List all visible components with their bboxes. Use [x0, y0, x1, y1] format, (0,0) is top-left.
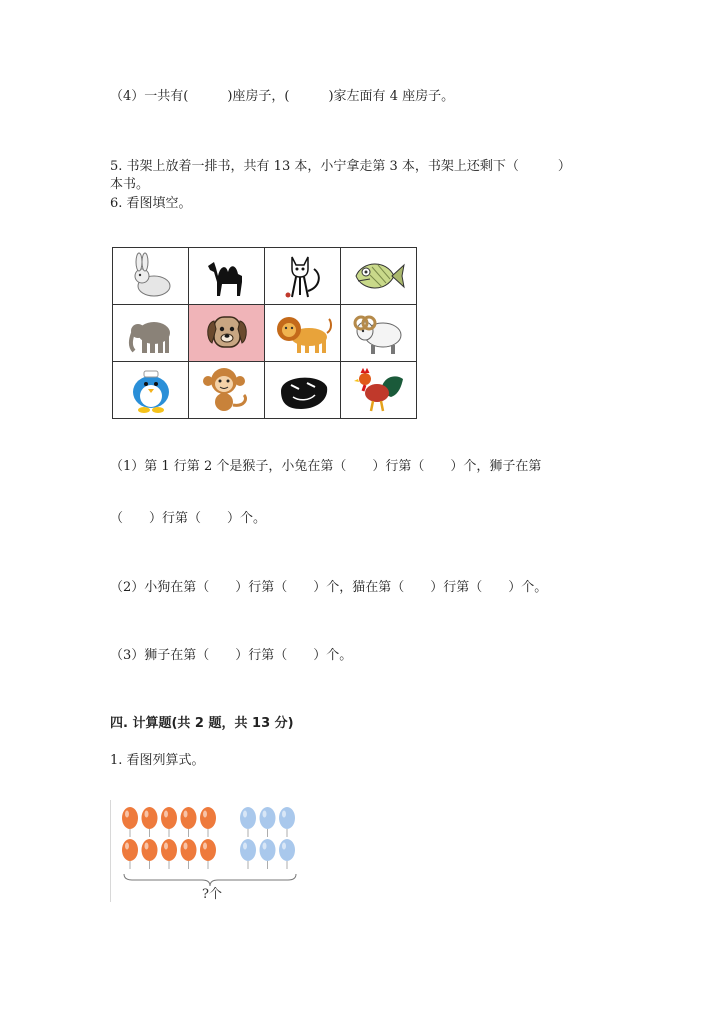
- grid-cell: [341, 248, 417, 305]
- penguin-icon: [124, 366, 178, 414]
- grid-cell: [189, 248, 265, 305]
- dog-icon: [202, 309, 252, 357]
- grid-cell: [113, 362, 189, 419]
- orange-balloon: [142, 839, 158, 869]
- balloon-figure: [110, 800, 300, 902]
- orange-balloon: [161, 839, 177, 869]
- orange-balloon: [200, 807, 216, 837]
- orange-balloon: [122, 807, 138, 837]
- panther-icon: [275, 367, 331, 413]
- figure-border: [110, 800, 111, 902]
- orange-balloon: [161, 807, 177, 837]
- rooster-icon: [351, 365, 407, 415]
- grid-cell: [113, 305, 189, 362]
- blue-balloon: [260, 839, 276, 869]
- grid-cell: [341, 305, 417, 362]
- grid-cell: [189, 362, 265, 419]
- calc-question-1: 1. 看图列算式。: [110, 753, 205, 768]
- blue-balloon: [240, 807, 256, 837]
- question-6: 6. 看图填空。: [110, 196, 192, 211]
- grid-cell: [265, 305, 341, 362]
- cat-icon: [278, 251, 328, 301]
- blue-balloon: [279, 807, 295, 837]
- rabbit-icon: [126, 252, 176, 300]
- lion-icon: [273, 309, 333, 357]
- orange-balloon: [200, 839, 216, 869]
- question-5-line-1: 5. 书架上放着一排书，共有 13 本，小宁拿走第 3 本，书架上还剩下（ ）: [110, 159, 571, 174]
- sub-question-3: （3）狮子在第（ ）行第（ ）个。: [110, 648, 353, 663]
- brace: [124, 874, 296, 886]
- sub-question-1-line-1: （1）第 1 行第 2 个是猴子，小兔在第（ ）行第（ ）个，狮子在第: [110, 459, 542, 474]
- question-5-line-2: 本书。: [110, 177, 150, 192]
- elephant-icon: [126, 309, 176, 357]
- orange-balloon: [181, 807, 197, 837]
- balloon-caption: ?个: [202, 887, 222, 902]
- question-4: （4）一共有( )座房子，( )家左面有 4 座房子。: [110, 89, 455, 104]
- grid-cell: [341, 362, 417, 419]
- orange-balloon: [142, 807, 158, 837]
- grid-cell: [113, 248, 189, 305]
- fish-icon: [352, 253, 406, 299]
- orange-balloon: [122, 839, 138, 869]
- sheep-icon: [351, 309, 407, 357]
- section-heading: 四. 计算题(共 2 题，共 13 分): [110, 716, 294, 731]
- grid-cell: [265, 362, 341, 419]
- blue-balloon: [240, 839, 256, 869]
- sub-question-1-line-2: （ ）行第（ ）个。: [110, 511, 267, 526]
- animal-grid: [112, 247, 417, 419]
- blue-balloon: [279, 839, 295, 869]
- grid-cell: [265, 248, 341, 305]
- orange-balloon: [181, 839, 197, 869]
- balloon-svg: [110, 800, 300, 902]
- monkey-icon: [200, 365, 254, 415]
- sub-question-2: （2）小狗在第（ ）行第（ ）个，猫在第（ ）行第（ ）个。: [110, 580, 548, 595]
- blue-balloon: [260, 807, 276, 837]
- grid-cell: [189, 305, 265, 362]
- camel-icon: [202, 252, 252, 300]
